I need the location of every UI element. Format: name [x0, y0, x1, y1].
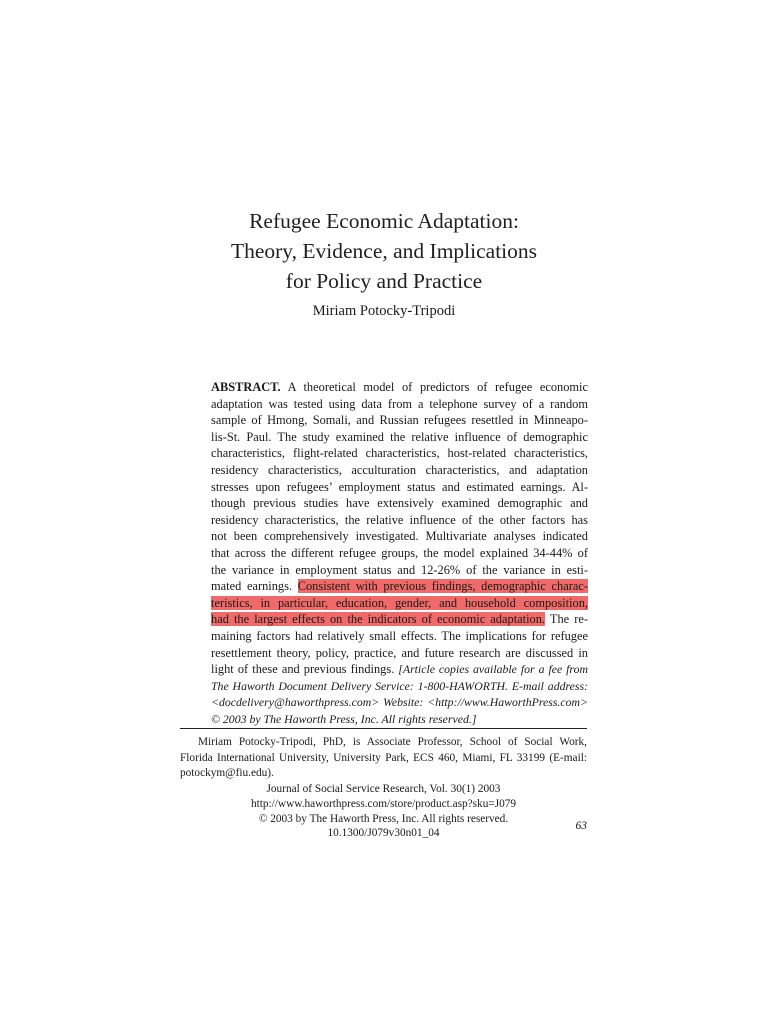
abstract-line: sample of Hmong, Somali, and Russian refugees resettled in Minneapo-: [211, 413, 588, 428]
abstract-line: stresses upon refugees’ employment status and estimated earnings. Al-: [211, 479, 588, 494]
abstract-line: mated earnings. Consistent with previous findings, demographic charac-: [211, 579, 588, 594]
abstract-line: the variance in employment status and 12-26% of the variance in esti-: [211, 562, 588, 577]
abstract-line: [211, 595, 588, 612]
page-number: 63: [575, 820, 587, 832]
highlighted-text: teristics, in particular, education, gender, and household composition,: [211, 595, 588, 610]
abstract-line: not been comprehensively investigated. Multivariate analyses indicated: [211, 529, 588, 544]
author-name: Miriam Potocky-Tripodi: [312, 303, 456, 319]
title-line-3: for Policy and Practice: [285, 269, 483, 293]
abstract-line: that across the different refugee groups, the model explained 34-44% of: [211, 545, 588, 560]
abstract: [211, 379, 588, 727]
abstract-line: adaptation was tested using data from a telephone survey of a random: [211, 396, 588, 411]
abstract-line: light of these and previous findings. [Article copies available for a fee from: [211, 662, 589, 677]
abstract-label: ABSTRACT.: [211, 380, 281, 394]
footnote-line: potockym@fiu.edu).: [180, 767, 274, 779]
journal-citation: Journal of Social Service Research, Vol. 30(1) 2003: [266, 783, 501, 795]
abstract-line: maining factors had relatively small effects. The implications for refugee: [211, 628, 588, 643]
abstract-line: characteristics, flight-related characteristics, host-related characteristics,: [211, 446, 588, 461]
footnote-divider: [180, 728, 587, 729]
article-title: [0, 206, 768, 296]
footnote-line: Florida International University, University Park, ECS 460, Miami, FL 33199 (E-mail:: [180, 751, 587, 764]
journal-info: [180, 782, 587, 841]
abstract-line: had the largest effects on the indicators of economic adaptation. The re-: [211, 612, 588, 627]
abstract-line: ABSTRACT. A theoretical model of predictors of refugee economic: [211, 380, 588, 394]
abstract-line: <docdelivery@haworthpress.com> Website: <http://www.HaworthPress.com>: [211, 695, 588, 710]
abstract-line: © 2003 by The Haworth Press, Inc. All rights reserved.]: [211, 711, 477, 726]
abstract-line: The Haworth Document Delivery Service: 1-800-HAWORTH. E-mail address:: [211, 678, 588, 693]
abstract-line: residency characteristics, the relative influence of the other factors has: [211, 512, 588, 527]
abstract-line: lis-St. Paul. The study examined the relative influence of demographic: [211, 429, 588, 444]
abstract-line: resettlement theory, policy, practice, and future research are discussed in: [211, 645, 588, 660]
abstract-line: residency characteristics, acculturation characteristics, and adaptation: [211, 462, 588, 477]
title-line-1: Refugee Economic Adaptation:: [249, 209, 519, 233]
journal-url: http://www.haworthpress.com/store/product.asp?sku=J079: [250, 797, 517, 810]
journal-copyright: © 2003 by The Haworth Press, Inc. All rights reserved.: [258, 812, 509, 825]
highlighted-text: had the largest effects on the indicators of economic adaptation.: [211, 612, 546, 627]
highlighted-text: Consistent with previous findings, demographic charac-: [297, 579, 588, 594]
footnote-line: Miriam Potocky-Tripodi, PhD, is Associate Professor, School of Social Work,: [198, 736, 587, 748]
journal-doi: 10.1300/J079v30n01_04: [327, 827, 440, 840]
title-line-2: Theory, Evidence, and Implications: [230, 239, 538, 263]
author-footnote: [180, 735, 587, 782]
abstract-line: though previous studies have extensively examined demographic and: [211, 496, 588, 511]
